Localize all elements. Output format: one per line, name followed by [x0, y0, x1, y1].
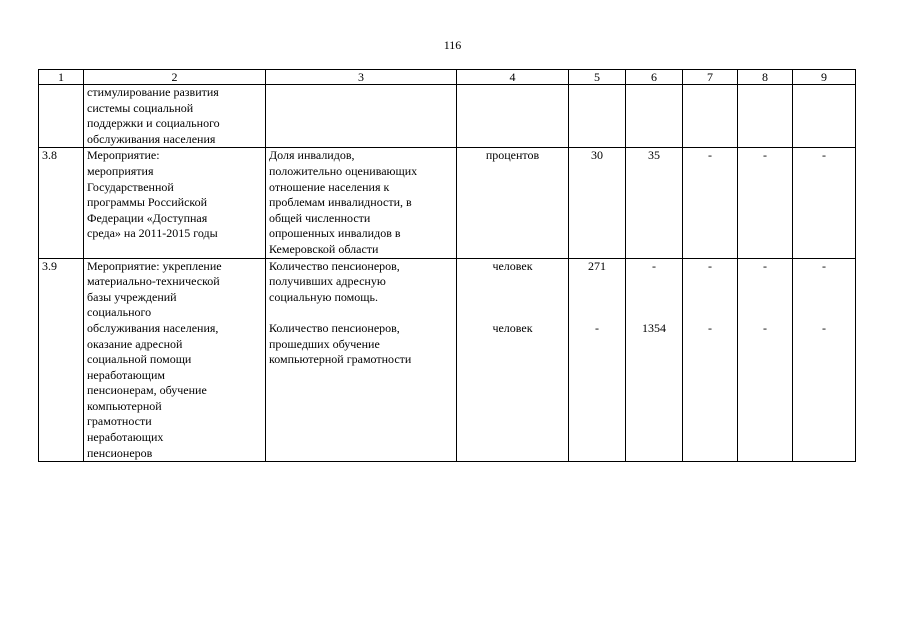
measure-line: Федерации «Доступная — [87, 210, 208, 225]
spacer — [629, 290, 679, 306]
measure-line: поддержки и социального — [87, 116, 220, 131]
spacer — [572, 274, 622, 290]
unit-line: человек — [492, 320, 533, 335]
measure-line: материально-технической — [87, 274, 220, 289]
spacer — [686, 290, 734, 306]
measure-line: социального — [87, 305, 152, 320]
measure-line: стимулирование развития — [87, 85, 219, 99]
table-row — [39, 85, 856, 148]
value-cell — [683, 258, 738, 462]
header-cell: 9 — [793, 70, 856, 85]
value-cell: 35 — [626, 148, 683, 258]
value-line: 1354 — [642, 320, 666, 335]
value-cell — [793, 258, 856, 462]
value-cell — [569, 85, 626, 148]
value-cell: - — [793, 148, 856, 258]
value-cell — [738, 258, 793, 462]
header-cell: 7 — [683, 70, 738, 85]
unit-line: человек — [492, 258, 533, 273]
program-table — [38, 69, 856, 462]
measure-line: неработающих — [87, 430, 164, 445]
value-line: - — [595, 320, 599, 335]
spacer — [269, 305, 453, 321]
measure-cell — [84, 148, 266, 258]
row-number-cell — [39, 85, 84, 148]
measure-line: программы Российской — [87, 195, 208, 210]
measure-line: пенсионеров — [87, 445, 153, 460]
value-cell: - — [683, 148, 738, 258]
value-cell — [793, 85, 856, 148]
header-cell: 3 — [266, 70, 457, 85]
measure-line: пенсионерам, обучение — [87, 383, 207, 398]
spacer — [629, 274, 679, 290]
header-cell: 5 — [569, 70, 626, 85]
measure-line: оказание адресной — [87, 336, 183, 351]
indicator-line: Количество пенсионеров, — [269, 258, 400, 273]
unit-cell — [457, 85, 569, 148]
unit-cell: процентов — [457, 148, 569, 258]
spacer — [460, 290, 565, 306]
spacer — [741, 305, 789, 321]
indicator-line: компьютерной грамотности — [269, 352, 412, 367]
spacer — [796, 290, 852, 306]
measure-line: грамотности — [87, 414, 152, 429]
indicator-line: проблемам инвалидности, в — [269, 195, 412, 210]
indicator-line: получивших адресную — [269, 274, 386, 289]
page-number: 116 — [443, 38, 462, 52]
spacer — [741, 274, 789, 290]
indicator-line: Доля инвалидов, — [269, 148, 355, 163]
value-line: - — [763, 258, 767, 273]
value-cell: 30 — [569, 148, 626, 258]
measure-line: базы учреждений — [87, 289, 177, 304]
header-cell: 2 — [84, 70, 266, 85]
measure-line: обслуживания населения, — [87, 320, 219, 335]
value-line: 271 — [588, 258, 606, 273]
spacer — [629, 305, 679, 321]
measure-line: системы социальной — [87, 100, 194, 115]
header-cell: 1 — [39, 70, 84, 85]
header-cell: 8 — [738, 70, 793, 85]
spacer — [572, 290, 622, 306]
value-line: - — [822, 320, 826, 335]
indicator-line: положительно оценивающих — [269, 163, 418, 178]
spacer — [796, 305, 852, 321]
measure-line: компьютерной — [87, 398, 162, 413]
value-line: - — [708, 258, 712, 273]
spacer — [460, 274, 565, 290]
indicator-line: Кемеровской области — [269, 241, 379, 256]
table-header-row — [39, 70, 856, 85]
measure-line: неработающим — [87, 367, 165, 382]
unit-cell — [457, 258, 569, 462]
indicator-line: опрошенных инвалидов в — [269, 226, 401, 241]
indicator-line: общей численности — [269, 210, 371, 225]
row-number-cell: 3.8 — [39, 148, 84, 258]
table-row — [39, 258, 856, 462]
indicator-line: прошедших обучение — [269, 336, 380, 351]
measure-line: Мероприятие: — [87, 148, 160, 163]
spacer — [686, 274, 734, 290]
spacer — [686, 305, 734, 321]
value-line: - — [708, 320, 712, 335]
measure-line: социальной помощи — [87, 352, 192, 367]
header-cell: 6 — [626, 70, 683, 85]
value-cell — [626, 85, 683, 148]
table-row — [39, 148, 856, 258]
measure-cell — [84, 258, 266, 462]
measure-cell — [84, 85, 266, 148]
value-line: - — [652, 258, 656, 273]
spacer — [796, 274, 852, 290]
measure-line: среда» на 2011-2015 годы — [87, 226, 218, 241]
measure-line: обслуживания населения — [87, 131, 216, 146]
row-number-cell: 3.9 — [39, 258, 84, 462]
measure-line: мероприятия — [87, 163, 154, 178]
spacer — [741, 290, 789, 306]
indicator-line: Количество пенсионеров, — [269, 320, 400, 335]
indicator-cell — [266, 258, 457, 462]
value-cell — [569, 258, 626, 462]
measure-line: Мероприятие: укрепление — [87, 258, 222, 273]
spacer — [572, 305, 622, 321]
value-cell — [738, 85, 793, 148]
value-cell: - — [738, 148, 793, 258]
indicator-cell — [266, 148, 457, 258]
indicator-line: отношение населения к — [269, 179, 390, 194]
value-line: - — [763, 320, 767, 335]
indicator-line: социальную помощь. — [269, 289, 378, 304]
value-cell — [626, 258, 683, 462]
indicator-cell — [266, 85, 457, 148]
value-cell — [683, 85, 738, 148]
spacer — [460, 305, 565, 321]
header-cell: 4 — [457, 70, 569, 85]
value-line: - — [822, 258, 826, 273]
measure-line: Государственной — [87, 179, 174, 194]
